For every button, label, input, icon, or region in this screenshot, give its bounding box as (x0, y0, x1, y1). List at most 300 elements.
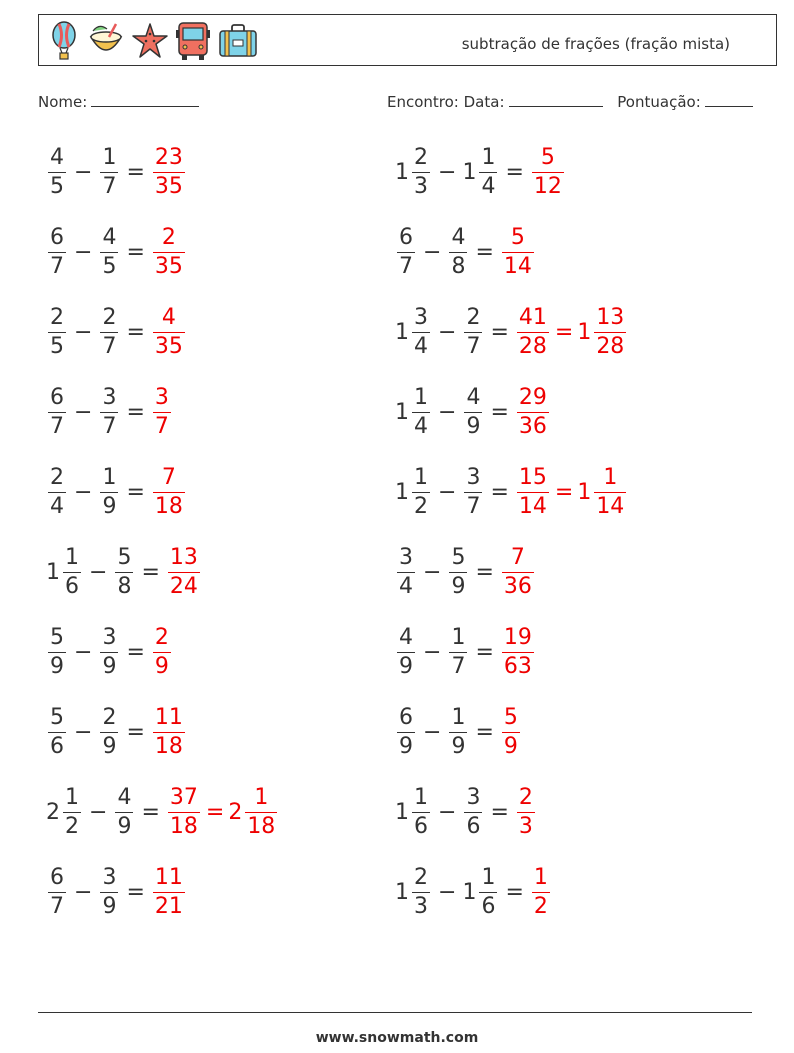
problem-item (46, 540, 202, 604)
answer-fraction (530, 144, 566, 199)
numerator: 2 (466, 304, 481, 330)
numerator: 1 (451, 624, 466, 650)
fraction (100, 384, 118, 439)
numerator: 3 (466, 464, 481, 490)
numerator: 4 (50, 144, 64, 170)
numerator: 4 (399, 624, 413, 650)
minuend (46, 864, 68, 919)
problem-item (395, 540, 536, 604)
minus-sign: − (74, 159, 93, 185)
fraction (153, 464, 185, 519)
subtrahend (98, 384, 120, 439)
minus-sign: − (89, 799, 108, 825)
fraction (517, 384, 549, 439)
subtrahend (447, 224, 469, 279)
answer-fraction (151, 704, 187, 759)
subtrahend (462, 864, 499, 919)
minuend (46, 304, 68, 359)
minuend (395, 464, 432, 519)
denominator: 7 (50, 413, 64, 439)
numerator: 5 (540, 144, 555, 170)
fraction (412, 864, 430, 919)
answer-fraction (151, 464, 187, 519)
fraction (464, 304, 482, 359)
answer-fraction (151, 224, 187, 279)
fraction (412, 304, 430, 359)
equals-sign: = (126, 479, 145, 505)
minus-sign: − (423, 719, 442, 745)
answer-fraction (151, 144, 187, 199)
denominator: 14 (596, 493, 625, 519)
answer-fraction (151, 864, 187, 919)
fraction (412, 784, 430, 839)
numerator: 4 (102, 224, 117, 250)
answer (151, 864, 187, 919)
minus-sign: − (74, 639, 93, 665)
numerator: 1 (481, 864, 496, 890)
problem-item (46, 780, 279, 844)
subtrahend (98, 624, 120, 679)
fraction (100, 304, 118, 359)
minuend (46, 144, 68, 199)
whole-number: 1 (395, 799, 409, 825)
answer-fraction (500, 224, 536, 279)
fraction (464, 384, 482, 439)
minuend (395, 384, 432, 439)
fraction (517, 304, 549, 359)
numerator: 7 (161, 464, 176, 490)
denominator: 2 (533, 893, 548, 919)
whole-number: 2 (228, 799, 243, 825)
subtrahend (447, 704, 469, 759)
equals-sign: = (126, 239, 145, 265)
fraction (115, 544, 133, 599)
denominator: 35 (154, 253, 183, 279)
answer-fraction (515, 784, 537, 839)
footer-url: www.snowmath.com (315, 1030, 479, 1046)
numerator: 2 (50, 464, 64, 490)
suitcase-icon (217, 22, 259, 60)
equals-sign: = (490, 399, 509, 425)
answer-fraction (151, 624, 173, 679)
answer (515, 784, 537, 839)
problem-item (46, 460, 187, 524)
denominator: 7 (466, 333, 481, 359)
problem-item (46, 860, 187, 924)
answer (500, 544, 536, 599)
minuend (395, 544, 417, 599)
fraction (517, 464, 549, 519)
numerator: 6 (50, 224, 64, 250)
denominator: 7 (50, 893, 64, 919)
answer (151, 384, 173, 439)
minuend (46, 624, 68, 679)
fraction (48, 144, 66, 199)
numerator: 5 (510, 224, 525, 250)
minus-sign: − (74, 319, 93, 345)
numerator: 11 (154, 864, 183, 890)
answer-mixed-number (228, 784, 279, 839)
fraction (245, 784, 277, 839)
numerator: 1 (533, 864, 548, 890)
minuend (395, 224, 417, 279)
score-label: Pontuação: (617, 93, 701, 111)
equals-sign: = (475, 639, 494, 665)
denominator: 18 (247, 813, 276, 839)
minus-sign: − (423, 639, 442, 665)
fraction (532, 144, 564, 199)
problem-item (395, 300, 628, 364)
fraction (464, 784, 482, 839)
subtrahend (98, 464, 120, 519)
worksheet-header (38, 14, 777, 66)
equals-sign: = (505, 159, 524, 185)
denominator: 9 (102, 493, 117, 519)
numerator: 1 (414, 464, 428, 490)
subtrahend (462, 384, 484, 439)
fraction (532, 864, 550, 919)
numerator: 2 (414, 144, 428, 170)
denominator: 9 (102, 733, 117, 759)
subtrahend (462, 304, 484, 359)
numerator: 2 (518, 784, 533, 810)
numerator: 13 (169, 544, 198, 570)
denominator: 9 (102, 893, 117, 919)
minus-sign: − (438, 319, 457, 345)
denominator: 5 (102, 253, 117, 279)
denominator: 28 (596, 333, 625, 359)
numerator: 4 (466, 384, 481, 410)
fraction (48, 704, 66, 759)
numerator: 3 (102, 864, 117, 890)
numerator: 1 (414, 784, 428, 810)
subtrahend (462, 464, 484, 519)
numerator: 13 (596, 304, 625, 330)
equals-sign: = (505, 879, 524, 905)
subtrahend (447, 624, 469, 679)
equals-sign: = (475, 719, 494, 745)
fraction (100, 144, 118, 199)
date-score-fields (387, 92, 753, 111)
numerator: 5 (50, 624, 64, 650)
problem-item (395, 780, 537, 844)
denominator: 7 (154, 413, 169, 439)
equals-sign: = (126, 719, 145, 745)
bus-icon (175, 20, 211, 62)
denominator: 5 (50, 173, 64, 199)
numerator: 2 (50, 304, 64, 330)
equals-sign: = (141, 559, 160, 585)
subtrahend (113, 784, 135, 839)
denominator: 3 (414, 173, 428, 199)
numerator: 2 (102, 704, 117, 730)
denominator: 6 (50, 733, 64, 759)
numerator: 3 (414, 304, 428, 330)
denominator: 9 (117, 813, 132, 839)
fraction (48, 304, 66, 359)
denominator: 7 (466, 493, 481, 519)
fraction (100, 224, 118, 279)
minuend (395, 784, 432, 839)
whole-number: 1 (462, 159, 477, 185)
subtrahend (98, 224, 120, 279)
denominator: 18 (154, 733, 183, 759)
denominator: 9 (50, 653, 64, 679)
minuend (46, 544, 83, 599)
minuend (46, 464, 68, 519)
fraction (100, 624, 118, 679)
numerator: 1 (65, 784, 79, 810)
answer (151, 464, 187, 519)
minus-sign: − (74, 879, 93, 905)
subtrahend (462, 144, 499, 199)
numerator: 4 (451, 224, 466, 250)
minuend (46, 224, 68, 279)
minuend (46, 384, 68, 439)
numerator: 23 (154, 144, 183, 170)
fraction (479, 144, 497, 199)
fraction (115, 784, 133, 839)
numerator: 19 (503, 624, 532, 650)
whole-number: 2 (46, 799, 60, 825)
equals-sign: = (475, 559, 494, 585)
name-blank[interactable] (91, 92, 199, 107)
minuend (395, 624, 417, 679)
fraction (48, 624, 66, 679)
denominator: 7 (50, 253, 64, 279)
denominator: 4 (481, 173, 496, 199)
answer (166, 784, 279, 839)
equals-sign: = (490, 479, 509, 505)
denominator: 9 (503, 733, 518, 759)
score-blank[interactable] (705, 92, 753, 107)
numerator: 6 (50, 864, 64, 890)
equals-sign: = (126, 319, 145, 345)
problem-item (395, 620, 536, 684)
denominator: 9 (451, 733, 466, 759)
answer-fraction (515, 464, 551, 519)
answer-fraction (500, 624, 536, 679)
hot-air-balloon-icon (47, 21, 81, 61)
answer-fraction (166, 544, 202, 599)
problem-item (395, 140, 566, 204)
answer (515, 304, 628, 359)
fraction (63, 544, 81, 599)
denominator: 6 (414, 813, 428, 839)
fraction (168, 544, 200, 599)
fraction (153, 704, 185, 759)
numerator: 4 (117, 784, 132, 810)
numerator: 1 (451, 704, 466, 730)
numerator: 2 (102, 304, 117, 330)
fraction (153, 144, 185, 199)
name-label: Nome: (38, 93, 88, 111)
whole-number: 1 (395, 319, 409, 345)
minuend (395, 144, 432, 199)
numerator: 3 (154, 384, 169, 410)
denominator: 6 (65, 573, 79, 599)
numerator: 7 (510, 544, 525, 570)
equals-sign: = (126, 159, 145, 185)
numerator: 5 (451, 544, 466, 570)
fraction (594, 304, 626, 359)
numerator: 1 (254, 784, 269, 810)
answer-fraction (530, 864, 552, 919)
numerator: 2 (154, 624, 169, 650)
denominator: 4 (414, 413, 428, 439)
denominator: 24 (169, 573, 198, 599)
answer (500, 624, 536, 679)
denominator: 21 (154, 893, 183, 919)
denominator: 6 (481, 893, 496, 919)
denominator: 7 (102, 333, 117, 359)
fraction (63, 784, 81, 839)
denominator: 3 (414, 893, 428, 919)
numerator: 5 (503, 704, 518, 730)
denominator: 9 (154, 653, 169, 679)
numerator: 1 (65, 544, 79, 570)
fraction (502, 544, 534, 599)
problem-item (46, 300, 187, 364)
denominator: 9 (399, 653, 413, 679)
denominator: 7 (451, 653, 466, 679)
minuend (46, 784, 83, 839)
footer-divider (38, 1012, 752, 1013)
denominator: 9 (466, 413, 481, 439)
fraction (412, 464, 430, 519)
problem-item (46, 380, 173, 444)
answer-mixed-number (577, 304, 628, 359)
fraction (479, 864, 497, 919)
answer-fraction (151, 384, 173, 439)
subtrahend (462, 784, 484, 839)
answer (515, 464, 628, 519)
date-blank[interactable] (509, 92, 603, 107)
name-field (38, 92, 199, 111)
numerator: 6 (50, 384, 64, 410)
answer-fraction (151, 304, 187, 359)
minus-sign: − (438, 799, 457, 825)
denominator: 6 (466, 813, 481, 839)
answer (151, 144, 187, 199)
answer (151, 704, 187, 759)
fraction (502, 624, 534, 679)
denominator: 8 (451, 253, 466, 279)
whole-number: 1 (395, 399, 409, 425)
denominator: 4 (50, 493, 64, 519)
fraction (449, 624, 467, 679)
denominator: 35 (154, 333, 183, 359)
subtrahend (447, 544, 469, 599)
denominator: 9 (451, 573, 466, 599)
equals-sign: = (141, 799, 160, 825)
equals-sign: = (126, 639, 145, 665)
whole-number: 1 (462, 879, 477, 905)
fraction (48, 864, 66, 919)
fraction (502, 224, 534, 279)
equals-sign: = (490, 319, 509, 345)
whole-number: 1 (46, 559, 60, 585)
fraction (397, 704, 415, 759)
equals-sign: = (475, 239, 494, 265)
problem-item (395, 460, 628, 524)
problem-item (46, 700, 187, 764)
numerator: 1 (481, 144, 496, 170)
header-icons (47, 19, 259, 63)
answer (500, 704, 522, 759)
problem-item (46, 620, 173, 684)
numerator: 1 (102, 464, 117, 490)
subtrahend (98, 304, 120, 359)
answer-fraction (500, 704, 522, 759)
answer-equals-sign: = (205, 799, 225, 825)
numerator: 6 (399, 704, 413, 730)
coconut-drink-icon (87, 21, 125, 61)
minuend (395, 304, 432, 359)
numerator: 3 (102, 624, 117, 650)
meeting-date-label: Encontro: Data: (387, 93, 505, 111)
fraction (153, 624, 171, 679)
denominator: 9 (102, 653, 117, 679)
subtrahend (98, 864, 120, 919)
minus-sign: − (423, 559, 442, 585)
whole-number: 1 (395, 879, 409, 905)
denominator: 7 (399, 253, 413, 279)
minus-sign: − (74, 719, 93, 745)
fraction (100, 864, 118, 919)
whole-number: 1 (577, 319, 592, 345)
minuend (395, 704, 417, 759)
whole-number: 1 (395, 159, 409, 185)
denominator: 36 (503, 573, 532, 599)
answer (151, 624, 173, 679)
numerator: 1 (414, 384, 428, 410)
denominator: 2 (414, 493, 428, 519)
fraction (153, 224, 185, 279)
denominator: 3 (518, 813, 533, 839)
denominator: 18 (154, 493, 183, 519)
fraction (100, 464, 118, 519)
answer-fraction (166, 784, 202, 839)
fraction (449, 224, 467, 279)
numerator: 3 (102, 384, 117, 410)
denominator: 5 (50, 333, 64, 359)
minus-sign: − (74, 399, 93, 425)
equals-sign: = (126, 399, 145, 425)
denominator: 7 (102, 173, 117, 199)
numerator: 6 (399, 224, 413, 250)
fraction (397, 624, 415, 679)
answer (515, 384, 551, 439)
fraction (449, 544, 467, 599)
problem-item (395, 380, 551, 444)
denominator: 28 (518, 333, 547, 359)
fraction (412, 144, 430, 199)
fraction (397, 224, 415, 279)
numerator: 4 (161, 304, 176, 330)
whole-number: 1 (577, 479, 592, 505)
fraction (48, 384, 66, 439)
denominator: 8 (117, 573, 132, 599)
numerator: 5 (117, 544, 132, 570)
problem-item (395, 860, 552, 924)
fraction (153, 384, 171, 439)
denominator: 14 (518, 493, 547, 519)
starfish-icon (131, 21, 169, 61)
subtrahend (98, 144, 120, 199)
fraction (594, 464, 626, 519)
answer (500, 224, 536, 279)
